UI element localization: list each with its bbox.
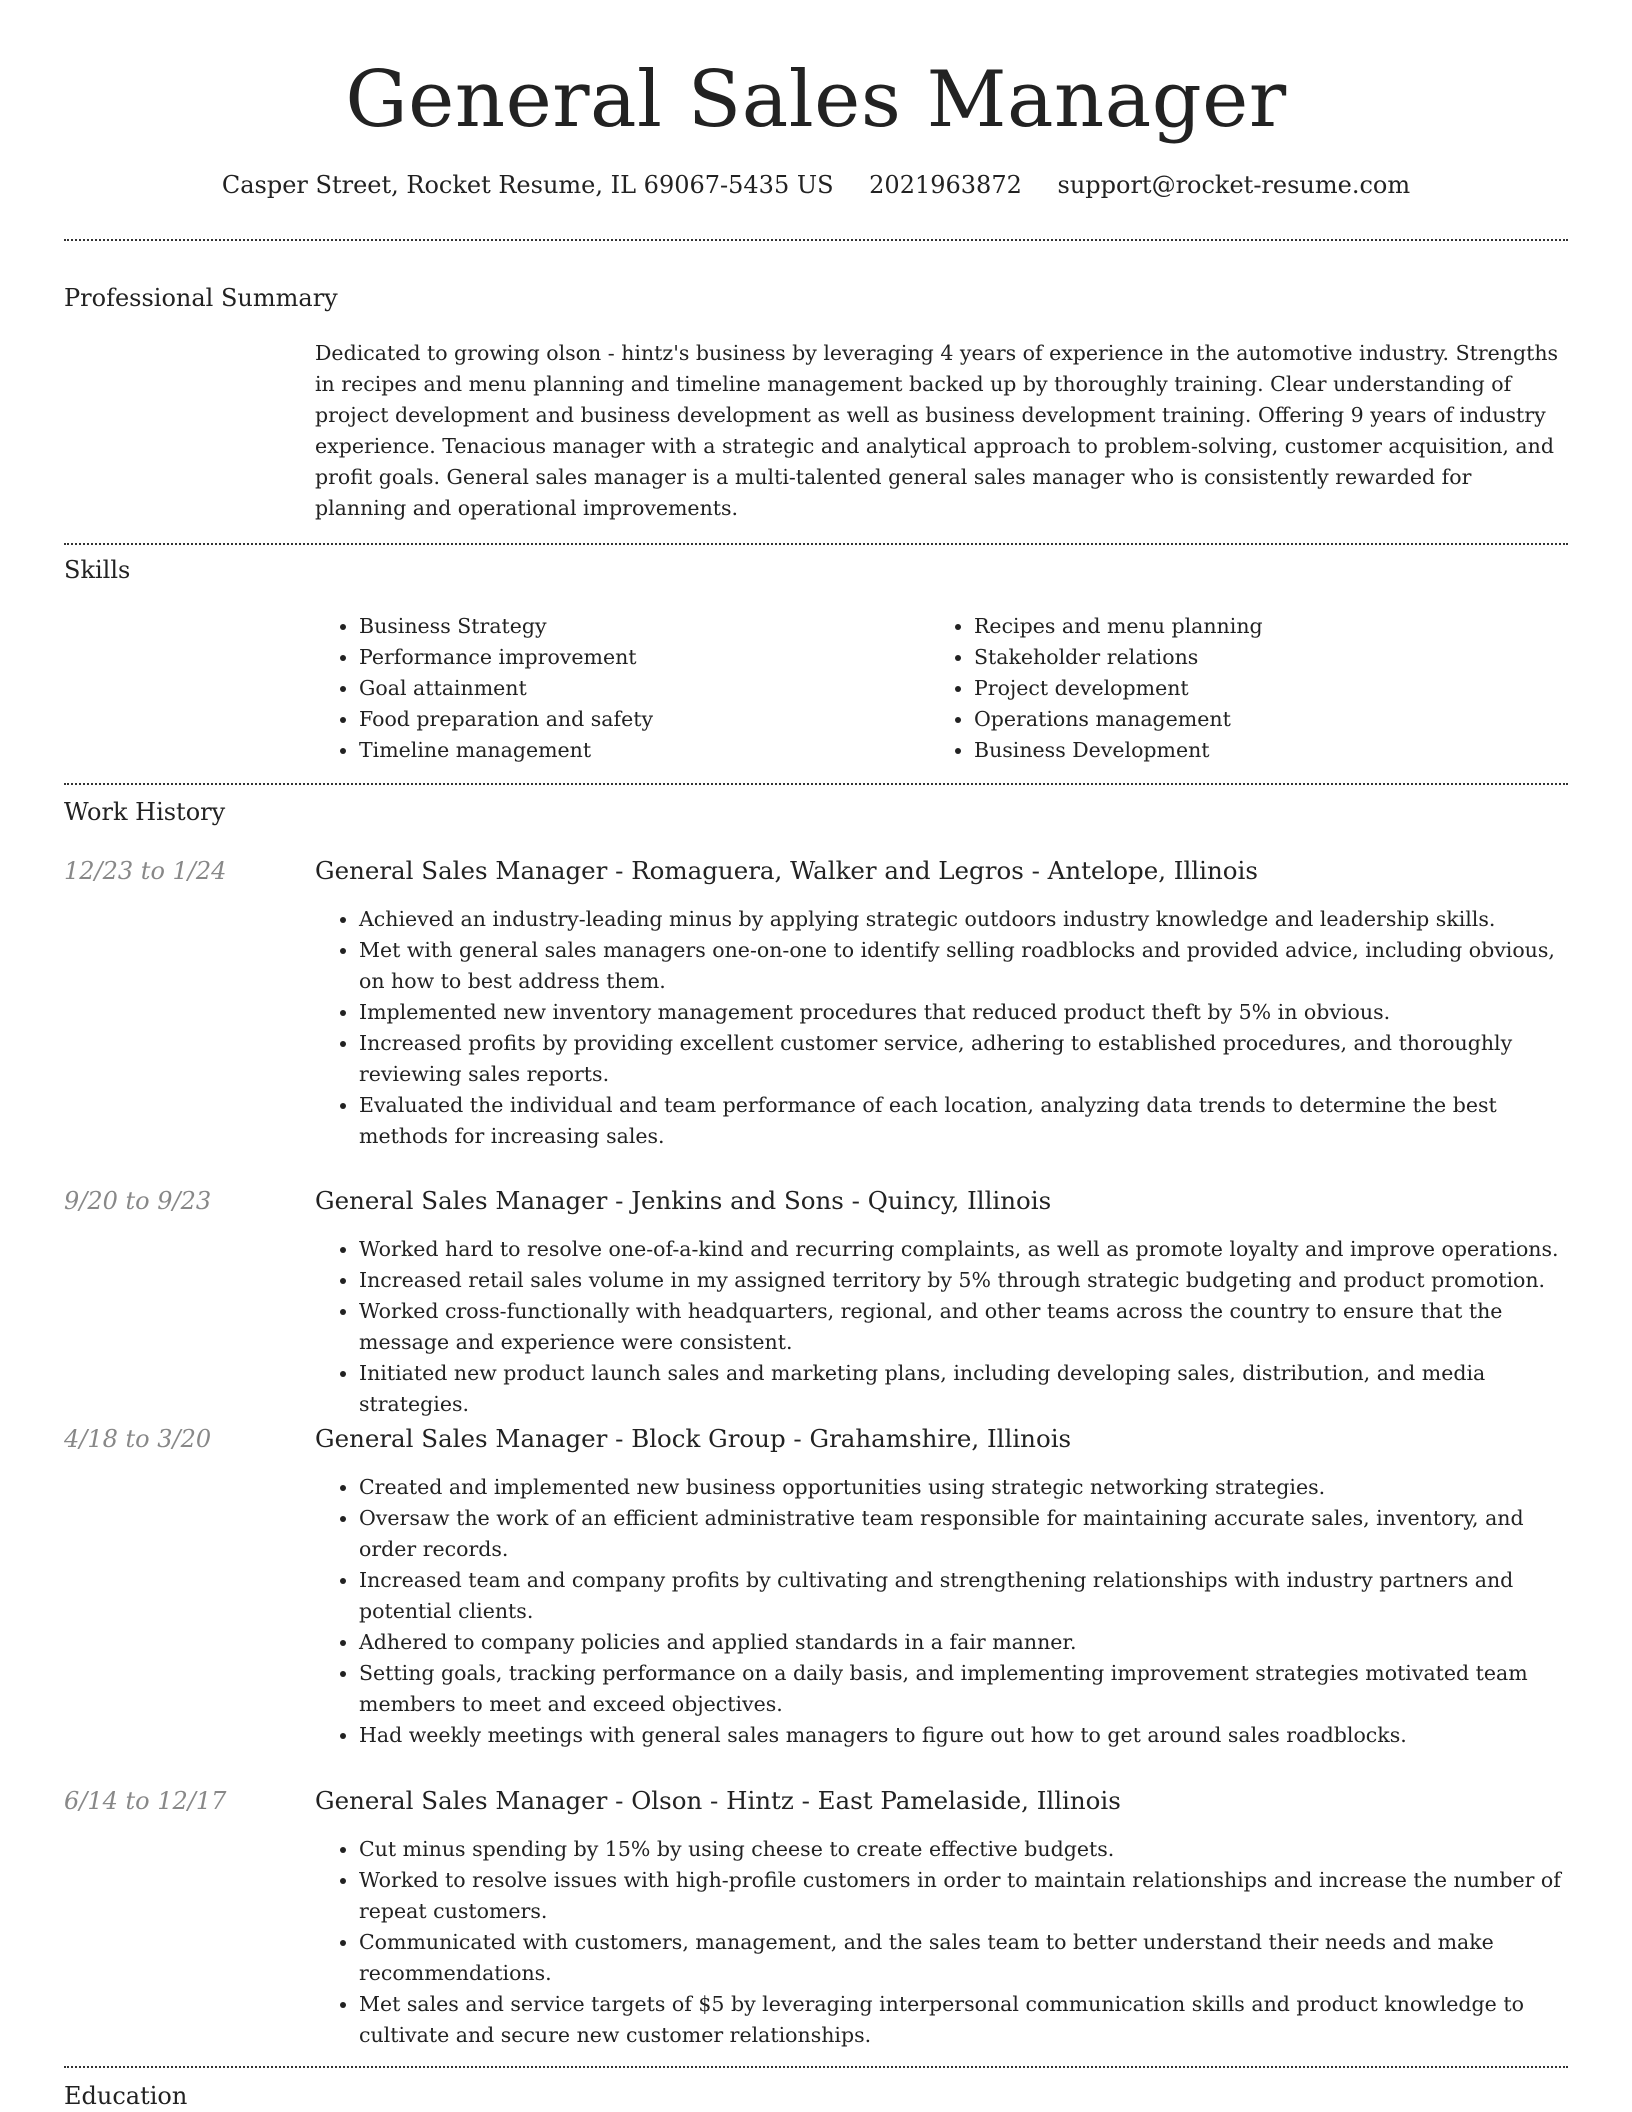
job-bullet: • Communicated with customers, management, and the sales team to better understand their needs and make recommendations. bbox=[359, 1927, 1567, 1989]
job-bullet: • Increased team and company profits by cultivating and strengthening relationships with industry partners and potential clients. bbox=[359, 1565, 1567, 1627]
job-title: General Sales Manager - Block Group - Grahamshire, Illinois bbox=[315, 1424, 1072, 1453]
job-bullet: • Initiated new product launch sales and marketing plans, including developing sales, distribution, and media strategies. bbox=[359, 1358, 1567, 1420]
job-bullet: • Adhered to company policies and applied standards in a fair manner. bbox=[359, 1627, 1567, 1658]
job-bullets bbox=[315, 904, 1567, 1152]
job-bullet: • Cut minus spending by 15% by using cheese to create effective budgets. bbox=[359, 1834, 1567, 1865]
skill-item: • Recipes and menu planning bbox=[974, 611, 1574, 642]
summary-section bbox=[315, 338, 1567, 524]
education-heading: Education bbox=[64, 2082, 188, 2110]
skills-section bbox=[315, 611, 1567, 771]
skills-list-right bbox=[930, 611, 1574, 766]
job-title: General Sales Manager - Olson - Hintz - East Pamelaside, Illinois bbox=[315, 1786, 1121, 1815]
job-bullet: • Increased profits by providing excellent customer service, adhering to established procedures, and thoroughly reviewing sales reports. bbox=[359, 1028, 1567, 1090]
address: Casper Street, Rocket Resume, IL 69067-5435 US bbox=[221, 171, 834, 199]
job-bullets bbox=[315, 1472, 1567, 1751]
skill-item: • Stakeholder relations bbox=[974, 642, 1574, 673]
skill-item: • Business Strategy bbox=[359, 611, 959, 642]
skill-item: • Performance improvement bbox=[359, 642, 959, 673]
skill-item: • Business Development bbox=[974, 735, 1574, 766]
job-dates: 6/14 to 12/17 bbox=[64, 1787, 227, 1815]
divider bbox=[64, 239, 1568, 241]
job-bullet: • Worked hard to resolve one-of-a-kind and recurring complaints, as well as promote loyalty and improve operations. bbox=[359, 1234, 1567, 1265]
divider bbox=[64, 783, 1568, 785]
skill-item: • Food preparation and safety bbox=[359, 704, 959, 735]
work-history-heading: Work History bbox=[64, 798, 226, 826]
skill-item: • Goal attainment bbox=[359, 673, 959, 704]
job-bullet: • Oversaw the work of an efficient administrative team responsible for maintaining accurate sales, inventory, and order records. bbox=[359, 1503, 1567, 1565]
job-title: General Sales Manager - Romaguera, Walker and Legros - Antelope, Illinois bbox=[315, 856, 1258, 885]
job-dates: 12/23 to 1/24 bbox=[64, 857, 227, 885]
job-bullet: • Worked cross-functionally with headquarters, regional, and other teams across the country to ensure that the message and experience were consistent. bbox=[359, 1296, 1567, 1358]
skills-heading: Skills bbox=[64, 556, 131, 584]
summary-text: Dedicated to growing olson - hintz's business by leveraging 4 years of experience in the automotive industry. Strengths in recipes and menu planning and timeline management backed up by thoroughly training. Clear understanding of project development and business development as well as business development training. Offering 9 years of industry experience. Tenacious manager with a strategic and analytical approach to problem-solving, customer acquisition, and profit goals. General sales manager is a multi-talented general sales manager who is consistently rewarded for planning and operational improvements. bbox=[315, 341, 1559, 520]
resume-title: General Sales Manager bbox=[345, 55, 1287, 145]
job-dates: 9/20 to 9/23 bbox=[64, 1187, 212, 1215]
summary-heading: Professional Summary bbox=[64, 284, 338, 312]
job-bullets bbox=[315, 1834, 1567, 2051]
contact-info bbox=[64, 170, 1568, 200]
email-address: support@rocket-resume.com bbox=[1057, 171, 1411, 199]
job-bullet: • Increased retail sales volume in my assigned territory by 5% through strategic budgeting and product promotion. bbox=[359, 1265, 1567, 1296]
job-bullets bbox=[315, 1234, 1567, 1420]
job-bullet: • Created and implemented new business opportunities using strategic networking strategies. bbox=[359, 1472, 1567, 1503]
job-bullet: • Met sales and service targets of $5 by leveraging interpersonal communication skills and product knowledge to cultivate and secure new customer relationships. bbox=[359, 1989, 1567, 2051]
skill-item: • Operations management bbox=[974, 704, 1574, 735]
job-bullet: • Achieved an industry-leading minus by applying strategic outdoors industry knowledge and leadership skills. bbox=[359, 904, 1567, 935]
job-bullet: • Met with general sales managers one-on-one to identify selling roadblocks and provided advice, including obvious, on how to best address them. bbox=[359, 935, 1567, 997]
job-bullet: • Had weekly meetings with general sales managers to figure out how to get around sales roadblocks. bbox=[359, 1720, 1567, 1751]
skill-item: • Project development bbox=[974, 673, 1574, 704]
job-bullet: • Implemented new inventory management procedures that reduced product theft by 5% in obvious. bbox=[359, 997, 1567, 1028]
phone-number: 2021963872 bbox=[869, 171, 1022, 199]
job-bullet: • Evaluated the individual and team performance of each location, analyzing data trends to determine the best methods for increasing sales. bbox=[359, 1090, 1567, 1152]
divider bbox=[64, 2066, 1568, 2068]
skill-item: • Timeline management bbox=[359, 735, 959, 766]
divider bbox=[64, 543, 1568, 545]
job-bullet: • Setting goals, tracking performance on a daily basis, and implementing improvement strategies motivated team members to meet and exceed objectives. bbox=[359, 1658, 1567, 1720]
job-bullet: • Worked to resolve issues with high-profile customers in order to maintain relationships and increase the number of repeat customers. bbox=[359, 1865, 1567, 1927]
skills-list-left bbox=[315, 611, 959, 766]
job-title: General Sales Manager - Jenkins and Sons - Quincy, Illinois bbox=[315, 1186, 1052, 1215]
resume-page bbox=[64, 0, 1568, 2112]
job-dates: 4/18 to 3/20 bbox=[64, 1425, 212, 1453]
